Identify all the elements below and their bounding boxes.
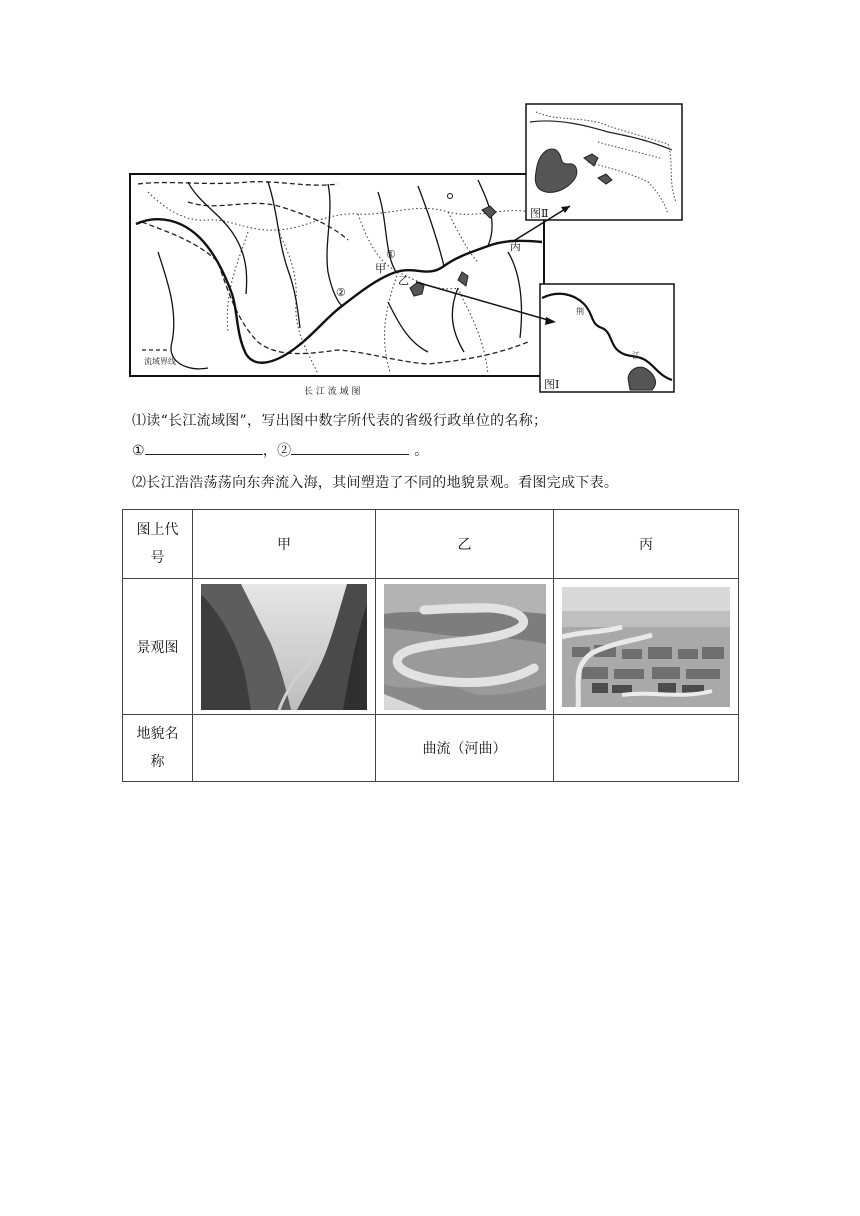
map-legend-label: 流域界线 — [144, 357, 176, 366]
blank-1-line[interactable] — [145, 440, 263, 455]
header-label-line1: 图上代 — [136, 522, 179, 538]
table-header-row — [123, 510, 739, 579]
landform-table — [122, 509, 739, 782]
plain-photo — [562, 587, 730, 707]
photo-cell-bing — [554, 579, 739, 715]
header-label-line2: 号 — [150, 550, 165, 566]
blank-end-mark: 。 — [414, 443, 429, 459]
inset-1-label-jiang: 江 — [632, 351, 640, 360]
header-label-cell — [123, 510, 193, 579]
photo-row-label: 景观图 — [123, 579, 193, 715]
landform-cell-jia[interactable] — [193, 715, 376, 782]
landform-cell-yi: 曲流（河曲） — [376, 715, 554, 782]
header-yi: 乙 — [376, 510, 554, 579]
question-2-text: ⑵长江浩浩荡荡向东奔流入海，其间塑造了不同的地貌景观。看图完成下表。 — [132, 475, 619, 491]
table-landform-row — [123, 715, 739, 782]
meander-photo — [384, 584, 546, 710]
landform-cell-bing[interactable] — [554, 715, 739, 782]
label-num2: ② — [336, 286, 346, 299]
question-1-text: ⑴读“长江流域图”，写出图中数字所代表的省级行政单位的名称； — [132, 413, 548, 429]
label-yi: 乙 — [398, 274, 409, 287]
inset-1-title: 图Ⅰ — [544, 378, 560, 391]
gorge-photo — [201, 584, 367, 710]
label-num1: ① — [386, 248, 396, 261]
landform-row-label — [123, 715, 193, 782]
header-jia: 甲 — [193, 510, 376, 579]
photo-cell-yi — [376, 579, 554, 715]
photo-cell-jia — [193, 579, 376, 715]
blank-separator: ， — [262, 443, 278, 459]
blank-1-prefix: ① — [132, 443, 145, 459]
table-photo-row — [123, 579, 739, 715]
header-bing: 丙 — [554, 510, 739, 579]
label-bing: 丙 — [510, 240, 521, 253]
blank-2-line[interactable] — [291, 440, 409, 455]
label-jia: 甲 — [375, 262, 386, 275]
map-caption: 长 江 流 域 图 — [304, 387, 361, 397]
landform-label-line1: 地貌名 — [136, 726, 179, 742]
yangtze-basin-map — [128, 102, 684, 398]
inset-2-title: 图Ⅱ — [530, 207, 549, 220]
inset-1-label-jing: 荆 — [576, 307, 584, 316]
main-map-frame — [130, 174, 544, 376]
blank-2-prefix: ② — [277, 443, 292, 459]
landform-label-line2: 称 — [150, 754, 165, 770]
question-1-blanks — [132, 440, 429, 461]
yangtze-basin-map-figure — [128, 102, 684, 398]
